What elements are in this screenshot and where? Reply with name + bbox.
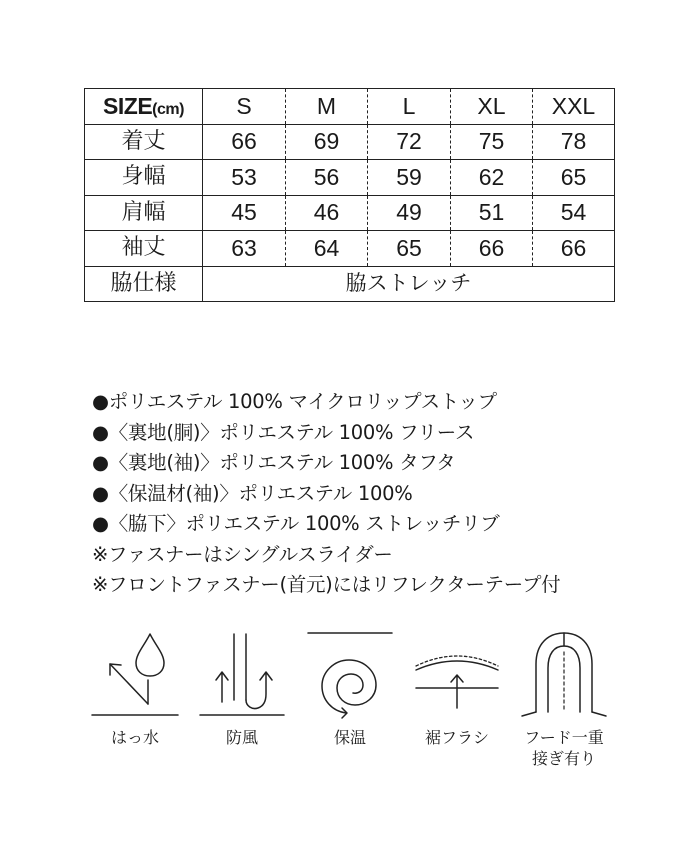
feature-label-line1: フード一重 bbox=[524, 728, 604, 747]
table-cell: 51 bbox=[451, 195, 533, 231]
table-cell: 78 bbox=[533, 124, 615, 160]
feature-label: はっ水 bbox=[110, 728, 159, 747]
table-row-sleeve bbox=[85, 231, 615, 267]
table-row-length bbox=[85, 124, 615, 160]
note-line: ●ポリエステル 100% マイクロリップストップ bbox=[92, 390, 497, 413]
note-line: ●〈裏地(袖)〉ポリエステル 100% タフタ bbox=[92, 451, 456, 474]
note-line: ※ファスナーはシングルスライダー bbox=[92, 542, 393, 566]
hood-one-piece-icon bbox=[520, 630, 608, 722]
row-label: 肩幅 bbox=[85, 195, 203, 231]
size-label-xxl: XXL bbox=[533, 89, 615, 125]
table-cell: 69 bbox=[286, 124, 368, 160]
size-table bbox=[84, 88, 615, 302]
table-row-chest bbox=[85, 160, 615, 196]
size-label-l: L bbox=[368, 89, 451, 125]
row-label: 身幅 bbox=[85, 160, 203, 196]
water-repellent-icon bbox=[92, 630, 178, 722]
heat-retention-icon bbox=[308, 630, 392, 722]
hem-drawcord-icon bbox=[414, 630, 500, 722]
table-cell: 64 bbox=[286, 231, 368, 267]
windproof-icon bbox=[200, 630, 284, 722]
size-label-xl: XL bbox=[451, 89, 533, 125]
table-cell: 65 bbox=[533, 160, 615, 196]
size-header-row bbox=[85, 89, 615, 125]
feature-heat-retention bbox=[308, 630, 392, 755]
table-row-shoulder bbox=[85, 195, 615, 231]
feature-hood bbox=[520, 630, 608, 780]
table-cell: 66 bbox=[451, 231, 533, 267]
table-cell: 66 bbox=[533, 231, 615, 267]
feature-label: 保温 bbox=[333, 728, 366, 747]
table-cell: 66 bbox=[203, 124, 286, 160]
table-row-side-spec bbox=[85, 266, 615, 302]
table-cell: 75 bbox=[451, 124, 533, 160]
size-label-m: M bbox=[286, 89, 368, 125]
table-cell: 49 bbox=[368, 195, 451, 231]
row-label: 袖丈 bbox=[85, 231, 203, 267]
size-header-label: SIZE bbox=[103, 92, 153, 119]
row-label: 着丈 bbox=[85, 124, 203, 160]
table-cell: 56 bbox=[286, 160, 368, 196]
row-label: 脇仕様 bbox=[85, 266, 203, 302]
feature-windproof bbox=[200, 630, 284, 755]
feature-label: 裾フラシ bbox=[424, 728, 489, 747]
size-header-unit: (cm) bbox=[152, 100, 184, 118]
feature-label-line2: 接ぎ有り bbox=[531, 749, 596, 768]
feature-water-repellent bbox=[92, 630, 178, 755]
material-notes bbox=[92, 387, 560, 601]
side-spec-value: 脇ストレッチ bbox=[203, 266, 615, 302]
feature-label: 防風 bbox=[225, 728, 258, 747]
note-line: ●〈脇下〉ポリエステル 100% ストレッチリブ bbox=[92, 512, 500, 535]
feature-hem-drawcord bbox=[414, 630, 500, 755]
table-cell: 46 bbox=[286, 195, 368, 231]
note-line: ●〈裏地(胴)〉ポリエステル 100% フリース bbox=[92, 420, 475, 444]
table-cell: 63 bbox=[203, 231, 286, 267]
table-cell: 72 bbox=[368, 124, 451, 160]
note-line: ●〈保温材(袖)〉ポリエステル 100% bbox=[92, 481, 413, 505]
table-cell: 62 bbox=[451, 160, 533, 196]
size-label-s: S bbox=[203, 89, 286, 125]
table-cell: 45 bbox=[203, 195, 286, 231]
size-header-cell bbox=[85, 89, 203, 125]
table-cell: 53 bbox=[203, 160, 286, 196]
table-cell: 59 bbox=[368, 160, 451, 196]
note-line: ※フロントファスナー(首元)にはリフレクターテープ付 bbox=[92, 573, 561, 596]
table-cell: 65 bbox=[368, 231, 451, 267]
table-cell: 54 bbox=[533, 195, 615, 231]
